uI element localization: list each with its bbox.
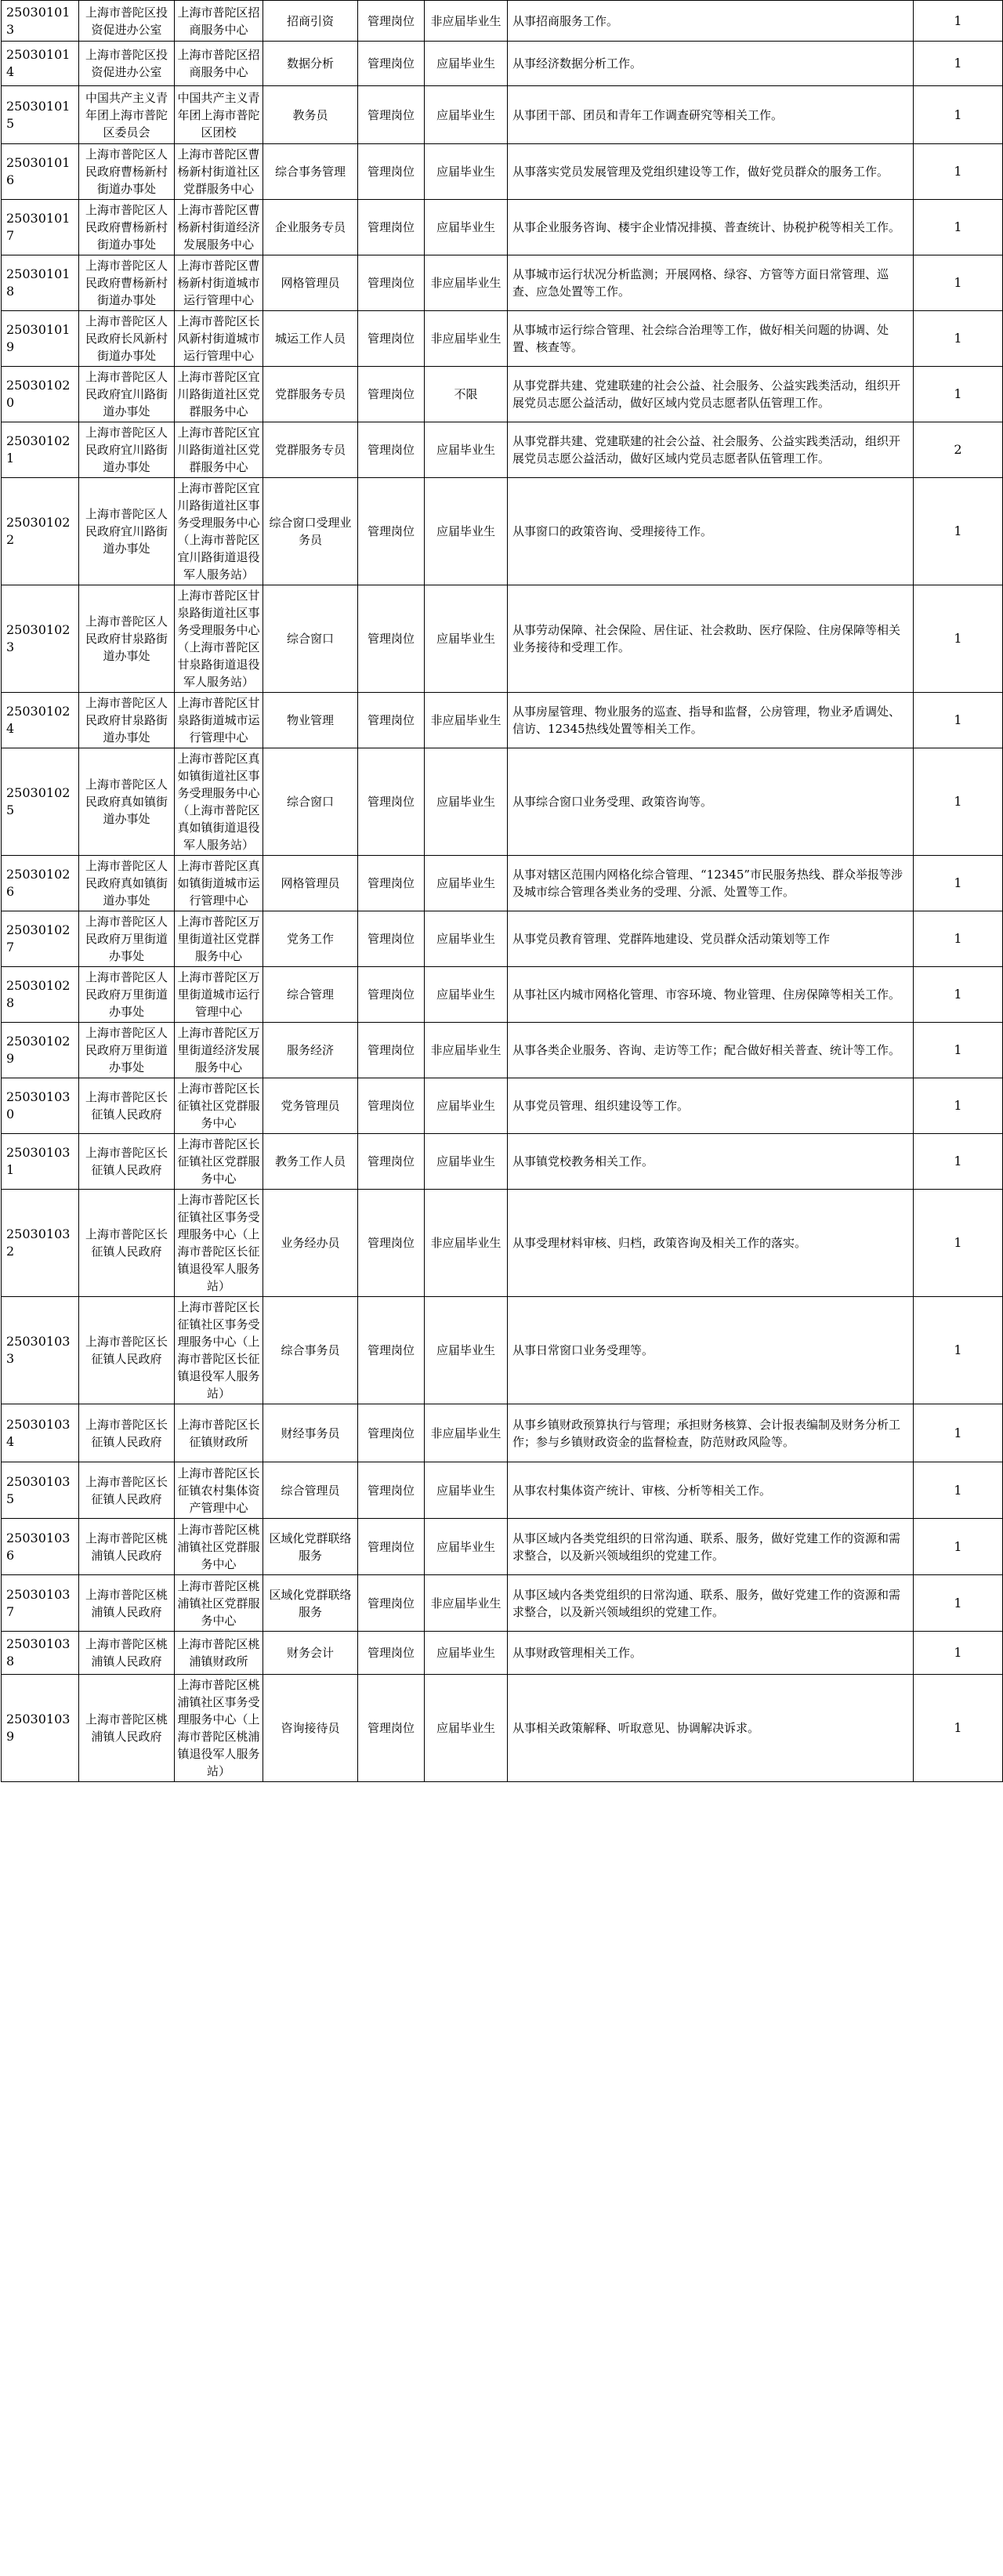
position-category-cell: 管理岗位 <box>358 585 425 693</box>
position-category-cell: 管理岗位 <box>358 200 425 255</box>
department-cell: 上海市普陀区长征镇人民政府 <box>79 1078 175 1134</box>
table-row <box>2 1078 1003 1134</box>
headcount-cell: 1 <box>914 367 1003 422</box>
department-cell: 上海市普陀区人民政府真如镇街道办事处 <box>79 748 175 856</box>
table-row <box>2 748 1003 856</box>
headcount-cell: 1 <box>914 1404 1003 1462</box>
headcount-cell: 1 <box>914 144 1003 200</box>
graduate-requirement-cell: 应届毕业生 <box>425 911 508 967</box>
position-category-cell: 管理岗位 <box>358 144 425 200</box>
position-category-cell: 管理岗位 <box>358 255 425 311</box>
department-cell: 上海市普陀区人民政府宜川路街道办事处 <box>79 422 175 478</box>
hiring-unit-cell: 上海市普陀区长征镇社区党群服务中心 <box>175 1078 263 1134</box>
department-cell: 上海市普陀区桃浦镇人民政府 <box>79 1575 175 1632</box>
job-description-cell: 从事党群共建、党建联建的社会公益、社会服务、公益实践类活动，组织开展党员志愿公益活动，做好区域内党员志愿者队伍管理工作。 <box>508 367 914 422</box>
headcount-cell: 1 <box>914 967 1003 1023</box>
position-name-cell: 党群服务专员 <box>263 422 358 478</box>
position-category-cell: 管理岗位 <box>358 1023 425 1078</box>
job-description-cell: 从事乡镇财政预算执行与管理；承担财务核算、会计报表编制及财务分析工作；参与乡镇财政资金的监督检查，防范财政风险等。 <box>508 1404 914 1462</box>
graduate-requirement-cell: 应届毕业生 <box>425 144 508 200</box>
table-row <box>2 86 1003 144</box>
table-row <box>2 1023 1003 1078</box>
table-row <box>2 856 1003 911</box>
hiring-unit-cell: 上海市普陀区长征镇农村集体资产管理中心 <box>175 1462 263 1519</box>
position-category-cell: 管理岗位 <box>358 478 425 585</box>
job-description-cell: 从事镇党校教务相关工作。 <box>508 1134 914 1190</box>
department-cell: 上海市普陀区人民政府甘泉路街道办事处 <box>79 693 175 748</box>
graduate-requirement-cell: 非应届毕业生 <box>425 1023 508 1078</box>
headcount-cell: 1 <box>914 311 1003 367</box>
hiring-unit-cell: 上海市普陀区曹杨新村街道城市运行管理中心 <box>175 255 263 311</box>
table-row <box>2 144 1003 200</box>
graduate-requirement-cell: 应届毕业生 <box>425 748 508 856</box>
position-category-cell: 管理岗位 <box>358 1462 425 1519</box>
job-description-cell: 从事区域内各类党组织的日常沟通、联系、服务，做好党建工作的资源和需求整合，以及新兴领域组织的党建工作。 <box>508 1519 914 1575</box>
hiring-unit-cell: 上海市普陀区桃浦镇财政所 <box>175 1632 263 1675</box>
position-code-cell: 250301038 <box>2 1632 79 1675</box>
hiring-unit-cell: 上海市普陀区长征镇财政所 <box>175 1404 263 1462</box>
hiring-unit-cell: 上海市普陀区长征镇社区党群服务中心 <box>175 1134 263 1190</box>
headcount-cell: 1 <box>914 1023 1003 1078</box>
position-category-cell: 管理岗位 <box>358 1078 425 1134</box>
job-description-cell: 从事城市运行状况分析监测；开展网格、绿容、方管等方面日常管理、巡查、应急处置等工作。 <box>508 255 914 311</box>
job-description-cell: 从事党员管理、组织建设等工作。 <box>508 1078 914 1134</box>
position-name-cell: 综合窗口受理业务员 <box>263 478 358 585</box>
position-code-cell: 250301033 <box>2 1297 79 1404</box>
graduate-requirement-cell: 应届毕业生 <box>425 1462 508 1519</box>
position-name-cell: 党务管理员 <box>263 1078 358 1134</box>
department-cell: 上海市普陀区人民政府宜川路街道办事处 <box>79 478 175 585</box>
headcount-cell: 1 <box>914 200 1003 255</box>
headcount-cell: 1 <box>914 693 1003 748</box>
table-row <box>2 422 1003 478</box>
position-category-cell: 管理岗位 <box>358 1134 425 1190</box>
job-description-cell: 从事财政管理相关工作。 <box>508 1632 914 1675</box>
job-description-cell: 从事经济数据分析工作。 <box>508 42 914 86</box>
hiring-unit-cell: 上海市普陀区万里街道社区党群服务中心 <box>175 911 263 967</box>
graduate-requirement-cell: 应届毕业生 <box>425 1519 508 1575</box>
position-name-cell: 党群服务专员 <box>263 367 358 422</box>
position-code-cell: 250301020 <box>2 367 79 422</box>
position-category-cell: 管理岗位 <box>358 1297 425 1404</box>
position-code-cell: 250301034 <box>2 1404 79 1462</box>
position-code-cell: 250301024 <box>2 693 79 748</box>
headcount-cell: 1 <box>914 1078 1003 1134</box>
department-cell: 上海市普陀区人民政府真如镇街道办事处 <box>79 856 175 911</box>
job-description-cell: 从事窗口的政策咨询、受理接待工作。 <box>508 478 914 585</box>
table-row <box>2 367 1003 422</box>
position-category-cell: 管理岗位 <box>358 42 425 86</box>
position-category-cell: 管理岗位 <box>358 1519 425 1575</box>
position-name-cell: 财经事务员 <box>263 1404 358 1462</box>
headcount-cell: 1 <box>914 1519 1003 1575</box>
job-description-cell: 从事受理材料审核、归档，政策咨询及相关工作的落实。 <box>508 1190 914 1297</box>
position-category-cell: 管理岗位 <box>358 367 425 422</box>
graduate-requirement-cell: 应届毕业生 <box>425 1078 508 1134</box>
hiring-unit-cell: 上海市普陀区宜川路街道社区党群服务中心 <box>175 422 263 478</box>
job-description-cell: 从事党群共建、党建联建的社会公益、社会服务、公益实践类活动，组织开展党员志愿公益活动，做好区域内党员志愿者队伍管理工作。 <box>508 422 914 478</box>
graduate-requirement-cell: 非应届毕业生 <box>425 255 508 311</box>
graduate-requirement-cell: 应届毕业生 <box>425 478 508 585</box>
position-code-cell: 250301015 <box>2 86 79 144</box>
department-cell: 上海市普陀区人民政府万里街道办事处 <box>79 911 175 967</box>
job-table <box>1 0 1003 1782</box>
position-code-cell: 250301036 <box>2 1519 79 1575</box>
graduate-requirement-cell: 应届毕业生 <box>425 1675 508 1782</box>
headcount-cell: 1 <box>914 748 1003 856</box>
headcount-cell: 1 <box>914 1297 1003 1404</box>
position-code-cell: 250301022 <box>2 478 79 585</box>
graduate-requirement-cell: 应届毕业生 <box>425 1632 508 1675</box>
job-description-cell: 从事企业服务咨询、楼宇企业情况排摸、普查统计、协税护税等相关工作。 <box>508 200 914 255</box>
position-name-cell: 咨询接待员 <box>263 1675 358 1782</box>
hiring-unit-cell: 上海市普陀区长风新村街道城市运行管理中心 <box>175 311 263 367</box>
headcount-cell: 1 <box>914 42 1003 86</box>
hiring-unit-cell: 上海市普陀区桃浦镇社区事务受理服务中心（上海市普陀区桃浦镇退役军人服务站） <box>175 1675 263 1782</box>
department-cell: 上海市普陀区人民政府长风新村街道办事处 <box>79 311 175 367</box>
position-code-cell: 250301032 <box>2 1190 79 1297</box>
position-code-cell: 250301031 <box>2 1134 79 1190</box>
headcount-cell: 1 <box>914 1675 1003 1782</box>
job-description-cell: 从事房屋管理、物业服务的巡查、指导和监督，公房管理，物业矛盾调处、信访、12345热线处置等相关工作。 <box>508 693 914 748</box>
department-cell: 上海市普陀区长征镇人民政府 <box>79 1134 175 1190</box>
graduate-requirement-cell: 应届毕业生 <box>425 86 508 144</box>
hiring-unit-cell: 上海市普陀区万里街道经济发展服务中心 <box>175 1023 263 1078</box>
job-description-cell: 从事党员教育管理、党群阵地建设、党员群众活动策划等工作 <box>508 911 914 967</box>
position-name-cell: 综合窗口 <box>263 748 358 856</box>
hiring-unit-cell: 上海市普陀区甘泉路街道社区事务受理服务中心（上海市普陀区甘泉路街道退役军人服务站） <box>175 585 263 693</box>
job-description-cell: 从事农村集体资产统计、审核、分析等相关工作。 <box>508 1462 914 1519</box>
table-row <box>2 200 1003 255</box>
table-row <box>2 478 1003 585</box>
department-cell: 上海市普陀区桃浦镇人民政府 <box>79 1675 175 1782</box>
graduate-requirement-cell: 应届毕业生 <box>425 585 508 693</box>
headcount-cell: 1 <box>914 1134 1003 1190</box>
position-code-cell: 250301018 <box>2 255 79 311</box>
headcount-cell: 1 <box>914 585 1003 693</box>
headcount-cell: 1 <box>914 1190 1003 1297</box>
position-code-cell: 250301014 <box>2 42 79 86</box>
position-name-cell: 区域化党群联络服务 <box>263 1519 358 1575</box>
headcount-cell: 1 <box>914 1 1003 42</box>
department-cell: 上海市普陀区人民政府曹杨新村街道办事处 <box>79 200 175 255</box>
table-row <box>2 42 1003 86</box>
department-cell: 上海市普陀区人民政府万里街道办事处 <box>79 1023 175 1078</box>
position-category-cell: 管理岗位 <box>358 911 425 967</box>
table-row <box>2 311 1003 367</box>
position-name-cell: 网格管理员 <box>263 856 358 911</box>
position-category-cell: 管理岗位 <box>358 856 425 911</box>
job-description-cell: 从事招商服务工作。 <box>508 1 914 42</box>
headcount-cell: 1 <box>914 1575 1003 1632</box>
hiring-unit-cell: 上海市普陀区宜川路街道社区党群服务中心 <box>175 367 263 422</box>
headcount-cell: 1 <box>914 1632 1003 1675</box>
table-row <box>2 1 1003 42</box>
graduate-requirement-cell: 应届毕业生 <box>425 967 508 1023</box>
position-code-cell: 250301013 <box>2 1 79 42</box>
headcount-cell: 1 <box>914 255 1003 311</box>
department-cell: 上海市普陀区人民政府万里街道办事处 <box>79 967 175 1023</box>
table-row <box>2 1575 1003 1632</box>
position-code-cell: 250301035 <box>2 1462 79 1519</box>
graduate-requirement-cell: 应届毕业生 <box>425 200 508 255</box>
position-category-cell: 管理岗位 <box>358 693 425 748</box>
headcount-cell: 1 <box>914 478 1003 585</box>
department-cell: 上海市普陀区人民政府曹杨新村街道办事处 <box>79 255 175 311</box>
job-description-cell: 从事综合窗口业务受理、政策咨询等。 <box>508 748 914 856</box>
hiring-unit-cell: 上海市普陀区招商服务中心 <box>175 1 263 42</box>
graduate-requirement-cell: 不限 <box>425 367 508 422</box>
position-name-cell: 教务员 <box>263 86 358 144</box>
hiring-unit-cell: 上海市普陀区桃浦镇社区党群服务中心 <box>175 1519 263 1575</box>
department-cell: 上海市普陀区桃浦镇人民政府 <box>79 1519 175 1575</box>
position-category-cell: 管理岗位 <box>358 1404 425 1462</box>
table-row <box>2 1190 1003 1297</box>
position-name-cell: 业务经办员 <box>263 1190 358 1297</box>
position-name-cell: 综合管理 <box>263 967 358 1023</box>
table-row <box>2 1675 1003 1782</box>
position-name-cell: 综合事务员 <box>263 1297 358 1404</box>
job-description-cell: 从事区域内各类党组织的日常沟通、联系、服务，做好党建工作的资源和需求整合，以及新兴领域组织的党建工作。 <box>508 1575 914 1632</box>
graduate-requirement-cell: 非应届毕业生 <box>425 1190 508 1297</box>
department-cell: 上海市普陀区人民政府曹杨新村街道办事处 <box>79 144 175 200</box>
position-code-cell: 250301037 <box>2 1575 79 1632</box>
position-name-cell: 网格管理员 <box>263 255 358 311</box>
position-name-cell: 综合事务管理 <box>263 144 358 200</box>
position-name-cell: 教务工作人员 <box>263 1134 358 1190</box>
table-row <box>2 1462 1003 1519</box>
position-name-cell: 综合窗口 <box>263 585 358 693</box>
position-category-cell: 管理岗位 <box>358 1632 425 1675</box>
job-description-cell: 从事落实党员发展管理及党组织建设等工作，做好党员群众的服务工作。 <box>508 144 914 200</box>
position-name-cell: 综合管理员 <box>263 1462 358 1519</box>
department-cell: 上海市普陀区人民政府甘泉路街道办事处 <box>79 585 175 693</box>
graduate-requirement-cell: 非应届毕业生 <box>425 311 508 367</box>
job-description-cell: 从事社区内城市网格化管理、市容环境、物业管理、住房保障等相关工作。 <box>508 967 914 1023</box>
position-category-cell: 管理岗位 <box>358 1190 425 1297</box>
graduate-requirement-cell: 应届毕业生 <box>425 1297 508 1404</box>
job-description-cell: 从事各类企业服务、咨询、走访等工作；配合做好相关普查、统计等工作。 <box>508 1023 914 1078</box>
position-category-cell: 管理岗位 <box>358 1 425 42</box>
position-code-cell: 250301039 <box>2 1675 79 1782</box>
position-code-cell: 250301028 <box>2 967 79 1023</box>
hiring-unit-cell: 上海市普陀区桃浦镇社区党群服务中心 <box>175 1575 263 1632</box>
headcount-cell: 1 <box>914 86 1003 144</box>
position-code-cell: 250301023 <box>2 585 79 693</box>
department-cell: 中国共产主义青年团上海市普陀区委员会 <box>79 86 175 144</box>
position-code-cell: 250301017 <box>2 200 79 255</box>
headcount-cell: 1 <box>914 856 1003 911</box>
position-code-cell: 250301019 <box>2 311 79 367</box>
position-name-cell: 区域化党群联络服务 <box>263 1575 358 1632</box>
hiring-unit-cell: 上海市普陀区真如镇街道社区事务受理服务中心（上海市普陀区真如镇街道退役军人服务站） <box>175 748 263 856</box>
table-row <box>2 1297 1003 1404</box>
table-row <box>2 1632 1003 1675</box>
table-row <box>2 1134 1003 1190</box>
position-code-cell: 250301016 <box>2 144 79 200</box>
position-name-cell: 企业服务专员 <box>263 200 358 255</box>
hiring-unit-cell: 上海市普陀区真如镇街道城市运行管理中心 <box>175 856 263 911</box>
table-row <box>2 911 1003 967</box>
position-name-cell: 招商引资 <box>263 1 358 42</box>
job-description-cell: 从事劳动保障、社会保险、居住证、社会救助、医疗保险、住房保障等相关业务接待和受理工作。 <box>508 585 914 693</box>
hiring-unit-cell: 上海市普陀区长征镇社区事务受理服务中心（上海市普陀区长征镇退役军人服务站） <box>175 1190 263 1297</box>
department-cell: 上海市普陀区桃浦镇人民政府 <box>79 1632 175 1675</box>
position-category-cell: 管理岗位 <box>358 422 425 478</box>
hiring-unit-cell: 中国共产主义青年团上海市普陀区团校 <box>175 86 263 144</box>
table-row <box>2 255 1003 311</box>
headcount-cell: 1 <box>914 911 1003 967</box>
position-name-cell: 物业管理 <box>263 693 358 748</box>
hiring-unit-cell: 上海市普陀区曹杨新村街道社区党群服务中心 <box>175 144 263 200</box>
position-name-cell: 财务会计 <box>263 1632 358 1675</box>
hiring-unit-cell: 上海市普陀区长征镇社区事务受理服务中心（上海市普陀区长征镇退役军人服务站） <box>175 1297 263 1404</box>
position-code-cell: 250301025 <box>2 748 79 856</box>
department-cell: 上海市普陀区长征镇人民政府 <box>79 1297 175 1404</box>
hiring-unit-cell: 上海市普陀区万里街道城市运行管理中心 <box>175 967 263 1023</box>
hiring-unit-cell: 上海市普陀区宜川路街道社区事务受理服务中心（上海市普陀区宜川路街道退役军人服务站） <box>175 478 263 585</box>
position-category-cell: 管理岗位 <box>358 967 425 1023</box>
department-cell: 上海市普陀区长征镇人民政府 <box>79 1462 175 1519</box>
headcount-cell: 1 <box>914 1462 1003 1519</box>
headcount-cell: 2 <box>914 422 1003 478</box>
graduate-requirement-cell: 非应届毕业生 <box>425 1 508 42</box>
hiring-unit-cell: 上海市普陀区招商服务中心 <box>175 42 263 86</box>
graduate-requirement-cell: 应届毕业生 <box>425 42 508 86</box>
job-description-cell: 从事日常窗口业务受理等。 <box>508 1297 914 1404</box>
department-cell: 上海市普陀区人民政府宜川路街道办事处 <box>79 367 175 422</box>
table-row <box>2 693 1003 748</box>
job-description-cell: 从事城市运行综合管理、社会综合治理等工作，做好相关问题的协调、处置、核查等。 <box>508 311 914 367</box>
department-cell: 上海市普陀区投资促进办公室 <box>79 1 175 42</box>
position-category-cell: 管理岗位 <box>358 1675 425 1782</box>
hiring-unit-cell: 上海市普陀区曹杨新村街道经济发展服务中心 <box>175 200 263 255</box>
job-description-cell: 从事团干部、团员和青年工作调查研究等相关工作。 <box>508 86 914 144</box>
position-category-cell: 管理岗位 <box>358 86 425 144</box>
graduate-requirement-cell: 非应届毕业生 <box>425 693 508 748</box>
table-row <box>2 967 1003 1023</box>
graduate-requirement-cell: 应届毕业生 <box>425 422 508 478</box>
position-category-cell: 管理岗位 <box>358 1575 425 1632</box>
table-row <box>2 585 1003 693</box>
department-cell: 上海市普陀区投资促进办公室 <box>79 42 175 86</box>
position-category-cell: 管理岗位 <box>358 748 425 856</box>
position-code-cell: 250301027 <box>2 911 79 967</box>
position-code-cell: 250301026 <box>2 856 79 911</box>
graduate-requirement-cell: 非应届毕业生 <box>425 1575 508 1632</box>
hiring-unit-cell: 上海市普陀区甘泉路街道城市运行管理中心 <box>175 693 263 748</box>
position-name-cell: 党务工作 <box>263 911 358 967</box>
graduate-requirement-cell: 非应届毕业生 <box>425 1404 508 1462</box>
department-cell: 上海市普陀区长征镇人民政府 <box>79 1404 175 1462</box>
department-cell: 上海市普陀区长征镇人民政府 <box>79 1190 175 1297</box>
graduate-requirement-cell: 应届毕业生 <box>425 856 508 911</box>
job-description-cell: 从事对辖区范围内网格化综合管理、“12345”市民服务热线、群众举报等涉及城市综合管理各类业务的受理、分派、处置等工作。 <box>508 856 914 911</box>
position-code-cell: 250301021 <box>2 422 79 478</box>
table-row <box>2 1404 1003 1462</box>
position-name-cell: 数据分析 <box>263 42 358 86</box>
graduate-requirement-cell: 应届毕业生 <box>425 1134 508 1190</box>
table-row <box>2 1519 1003 1575</box>
job-description-cell: 从事相关政策解释、听取意见、协调解决诉求。 <box>508 1675 914 1782</box>
position-code-cell: 250301030 <box>2 1078 79 1134</box>
position-code-cell: 250301029 <box>2 1023 79 1078</box>
position-category-cell: 管理岗位 <box>358 311 425 367</box>
position-name-cell: 城运工作人员 <box>263 311 358 367</box>
position-name-cell: 服务经济 <box>263 1023 358 1078</box>
job-table-body <box>2 1 1003 1782</box>
